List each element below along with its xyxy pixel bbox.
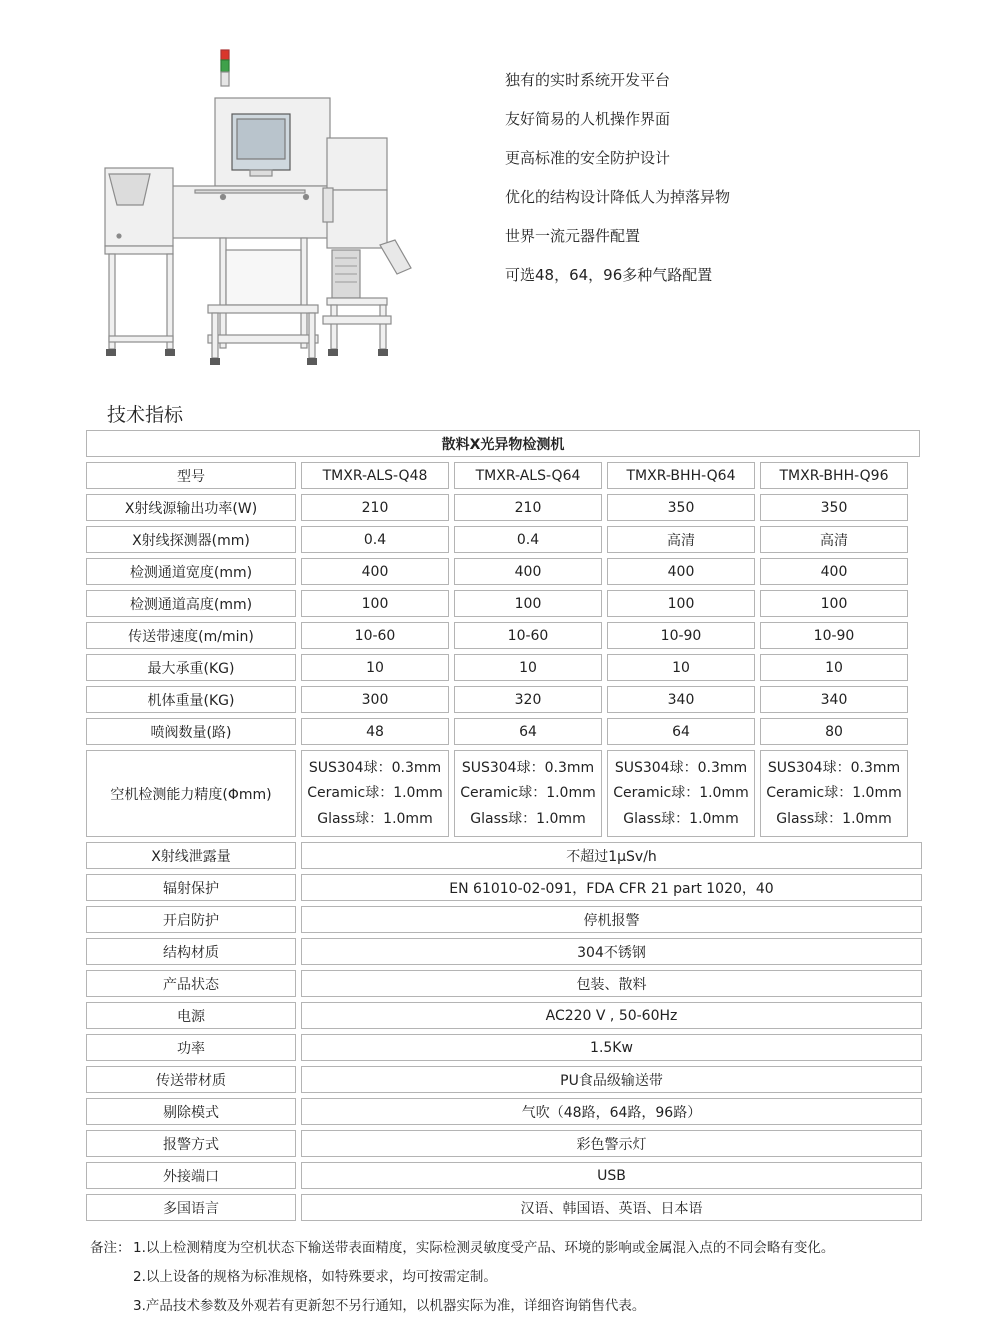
signal-light-red	[221, 50, 229, 60]
table-row	[86, 1098, 922, 1125]
feature-item: 独有的实时系统开发平台	[505, 71, 671, 89]
row-label: 报警方式	[86, 1130, 296, 1157]
precision-cell	[301, 750, 449, 837]
section-title: 技术指标	[107, 404, 184, 426]
table-row	[86, 686, 922, 713]
notes-label: 备注：	[90, 1240, 131, 1256]
value-cell: 汉语、韩国语、英语、日本语	[301, 1194, 922, 1221]
value-cell: 80	[760, 718, 908, 745]
value-cell: 64	[607, 718, 755, 745]
value-cell: 210	[301, 494, 449, 521]
table-row	[86, 906, 922, 933]
row-label: X射线源输出功率(W)	[86, 494, 296, 521]
precision-line: Ceramic球：1.0mm	[766, 785, 902, 802]
table-row	[86, 558, 922, 585]
value-cell: 气吹（48路，64路，96路）	[301, 1098, 922, 1125]
value-cell: 400	[301, 558, 449, 585]
row-label: 检测通道高度(mm)	[86, 590, 296, 617]
value-cell: 400	[607, 558, 755, 585]
table-row	[86, 1194, 922, 1221]
table-row	[86, 874, 922, 901]
value-cell: 304不锈钢	[301, 938, 922, 965]
table-row	[86, 718, 922, 745]
precision-line: Glass球：1.0mm	[776, 811, 892, 828]
note-text: 3.产品技术参数及外观若有更新恕不另行通知，以机器实际为准，详细咨询销售代表。	[133, 1298, 646, 1314]
value-cell: 64	[454, 718, 602, 745]
value-cell: 10-60	[454, 622, 602, 649]
model-cell: TMXR-ALS-Q64	[454, 462, 602, 489]
model-cell: TMXR-BHH-Q96	[760, 462, 908, 489]
value-cell: 340	[607, 686, 755, 713]
value-cell: 100	[760, 590, 908, 617]
precision-line: Ceramic球：1.0mm	[460, 785, 596, 802]
row-label: 传送带材质	[86, 1066, 296, 1093]
value-cell: 10	[301, 654, 449, 681]
feature-list	[505, 70, 730, 304]
table-row	[86, 938, 922, 965]
precision-cell	[454, 750, 602, 837]
table-row	[86, 970, 922, 997]
machine-illustration	[95, 40, 425, 370]
table-row	[86, 1034, 922, 1061]
precision-line: Ceramic球：1.0mm	[613, 785, 749, 802]
table-row	[86, 1162, 922, 1189]
row-label: X射线泄露量	[86, 842, 296, 869]
value-cell: EN 61010-02-091，FDA CFR 21 part 1020，40	[301, 874, 922, 901]
precision-line: Glass球：1.0mm	[470, 811, 586, 828]
row-label: 开启防护	[86, 906, 296, 933]
table-row	[86, 1130, 922, 1157]
value-cell: 100	[607, 590, 755, 617]
table-title: 散料X光异物检测机	[86, 430, 920, 457]
value-cell: 包装、散料	[301, 970, 922, 997]
spec-table	[86, 430, 922, 1226]
precision-cell	[607, 750, 755, 837]
table-row	[86, 622, 922, 649]
table-title-row	[86, 430, 922, 457]
table-row	[86, 1066, 922, 1093]
value-cell: 100	[454, 590, 602, 617]
value-cell: 高清	[760, 526, 908, 553]
value-cell: 350	[607, 494, 755, 521]
row-label: 机体重量(KG)	[86, 686, 296, 713]
row-label: 型号	[86, 462, 296, 489]
note-text: 1.以上检测精度为空机状态下输送带表面精度，实际检测灵敏度受产品、环境的影响或金属混入点的不同会略有变化。	[133, 1240, 835, 1256]
value-cell: 400	[760, 558, 908, 585]
row-label: 最大承重(KG)	[86, 654, 296, 681]
value-cell: USB	[301, 1162, 922, 1189]
row-label: 剔除模式	[86, 1098, 296, 1125]
model-cell: TMXR-ALS-Q48	[301, 462, 449, 489]
note-line	[90, 1267, 834, 1296]
precision-cell	[760, 750, 908, 837]
feature-item: 友好简易的人机操作界面	[505, 110, 671, 128]
value-cell: 100	[301, 590, 449, 617]
precision-line: Glass球：1.0mm	[317, 811, 433, 828]
value-cell: 340	[760, 686, 908, 713]
value-cell: 10-90	[760, 622, 908, 649]
value-cell: 210	[454, 494, 602, 521]
value-cell: 10	[607, 654, 755, 681]
table-row	[86, 842, 922, 869]
note-line	[90, 1238, 834, 1267]
row-label: 检测通道宽度(mm)	[86, 558, 296, 585]
value-cell: 停机报警	[301, 906, 922, 933]
precision-line: SUS304球：0.3mm	[614, 759, 748, 776]
table-row	[86, 654, 922, 681]
signal-light-green	[221, 60, 229, 72]
table-row	[86, 462, 922, 489]
value-cell: 10-90	[607, 622, 755, 649]
table-row	[86, 750, 922, 837]
row-label: 电源	[86, 1002, 296, 1029]
value-cell: 高清	[607, 526, 755, 553]
value-cell: 10	[760, 654, 908, 681]
precision-line: SUS304球：0.3mm	[767, 759, 901, 776]
row-label: 空机检测能力精度(Φmm)	[86, 750, 296, 837]
value-cell: 0.4	[301, 526, 449, 553]
row-label: X射线探测器(mm)	[86, 526, 296, 553]
value-cell: 48	[301, 718, 449, 745]
notes	[90, 1238, 834, 1325]
row-label: 功率	[86, 1034, 296, 1061]
precision-line: SUS304球：0.3mm	[461, 759, 595, 776]
value-cell: 10-60	[301, 622, 449, 649]
row-label: 传送带速度(m/min)	[86, 622, 296, 649]
table-row	[86, 1002, 922, 1029]
value-cell: 彩色警示灯	[301, 1130, 922, 1157]
row-label: 外接端口	[86, 1162, 296, 1189]
model-cell: TMXR-BHH-Q64	[607, 462, 755, 489]
value-cell: 0.4	[454, 526, 602, 553]
precision-line: Ceramic球：1.0mm	[307, 785, 443, 802]
row-label: 辐射保护	[86, 874, 296, 901]
value-cell: PU食品级输送带	[301, 1066, 922, 1093]
feature-item: 可选48，64，96多种气路配置	[505, 266, 713, 284]
row-label: 喷阀数量(路)	[86, 718, 296, 745]
value-cell: 不超过1μSv/h	[301, 842, 922, 869]
feature-item: 优化的结构设计降低人为掉落异物	[505, 188, 731, 206]
value-cell: 1.5Kw	[301, 1034, 922, 1061]
table-row	[86, 526, 922, 553]
table-row	[86, 494, 922, 521]
row-label: 产品状态	[86, 970, 296, 997]
row-label: 多国语言	[86, 1194, 296, 1221]
note-text: 2.以上设备的规格为标准规格，如特殊要求，均可按需定制。	[133, 1269, 497, 1285]
precision-line: Glass球：1.0mm	[623, 811, 739, 828]
feature-item: 更高标准的安全防护设计	[505, 149, 671, 167]
value-cell: 300	[301, 686, 449, 713]
value-cell: 10	[454, 654, 602, 681]
value-cell: 400	[454, 558, 602, 585]
table-row	[86, 590, 922, 617]
row-label: 结构材质	[86, 938, 296, 965]
precision-line: SUS304球：0.3mm	[308, 759, 442, 776]
value-cell: AC220 V , 50-60Hz	[301, 1002, 922, 1029]
value-cell: 320	[454, 686, 602, 713]
note-line	[90, 1296, 834, 1325]
feature-item: 世界一流元器件配置	[505, 227, 641, 245]
value-cell: 350	[760, 494, 908, 521]
